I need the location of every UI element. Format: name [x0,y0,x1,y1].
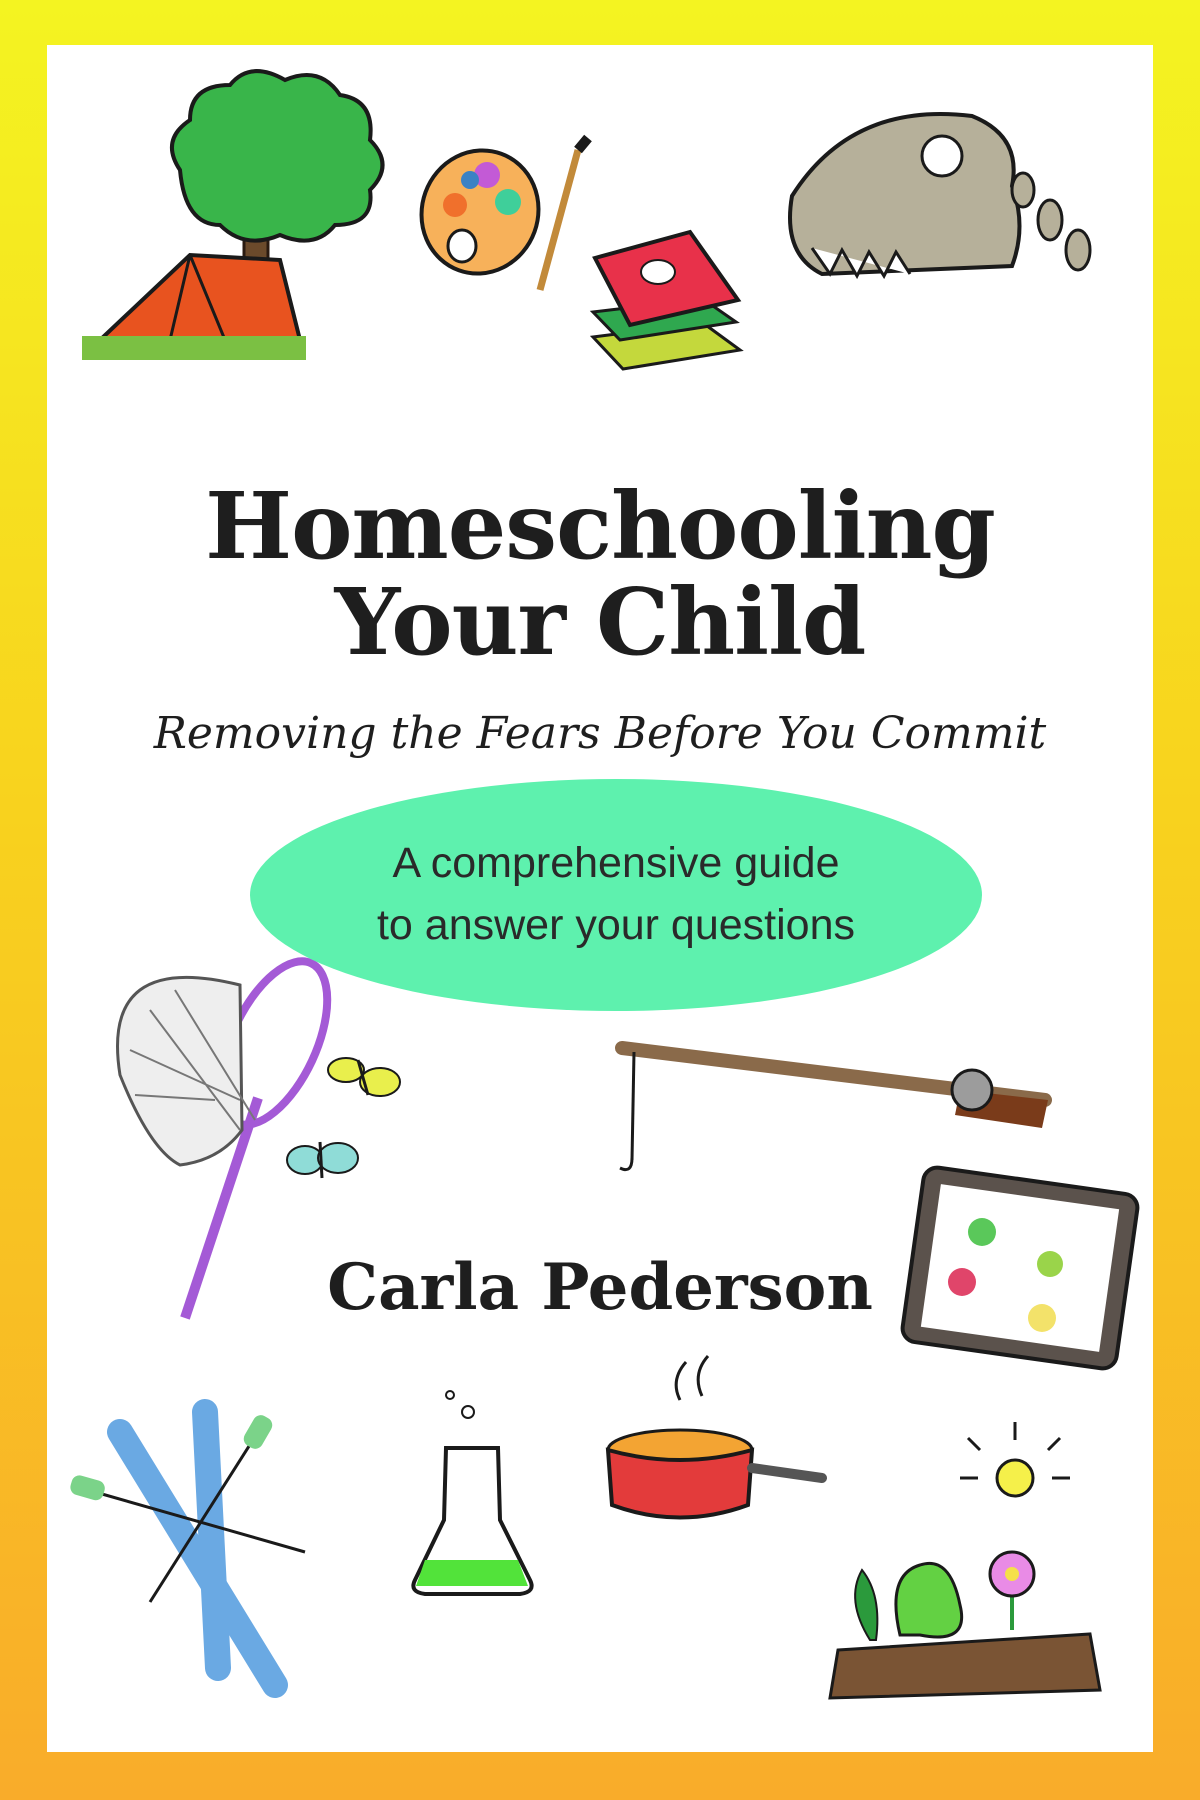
tagline [250,832,982,956]
paint-palette-icon [404,134,588,290]
skis-icon [68,1412,305,1685]
fishing-rod-icon [620,1048,1048,1170]
title-line-1: Homeschooling [205,472,995,580]
title-line-2: Your Child [334,568,866,676]
flask-icon [413,1391,531,1594]
author-name: Carla Pederson [327,1250,873,1325]
tagline-line-1: A comprehensive guide [392,839,840,887]
tagline-line-2: to answer your questions [376,901,856,949]
saucepan-icon [608,1356,822,1518]
dinosaur-skull-icon [790,114,1090,276]
subtitle: Removing the Fears Before You Commit [153,708,1047,759]
tent-and-tree-icon [82,71,383,360]
garden-icon [830,1552,1100,1698]
book-stack-icon [593,232,740,369]
sun-icon [960,1422,1070,1496]
